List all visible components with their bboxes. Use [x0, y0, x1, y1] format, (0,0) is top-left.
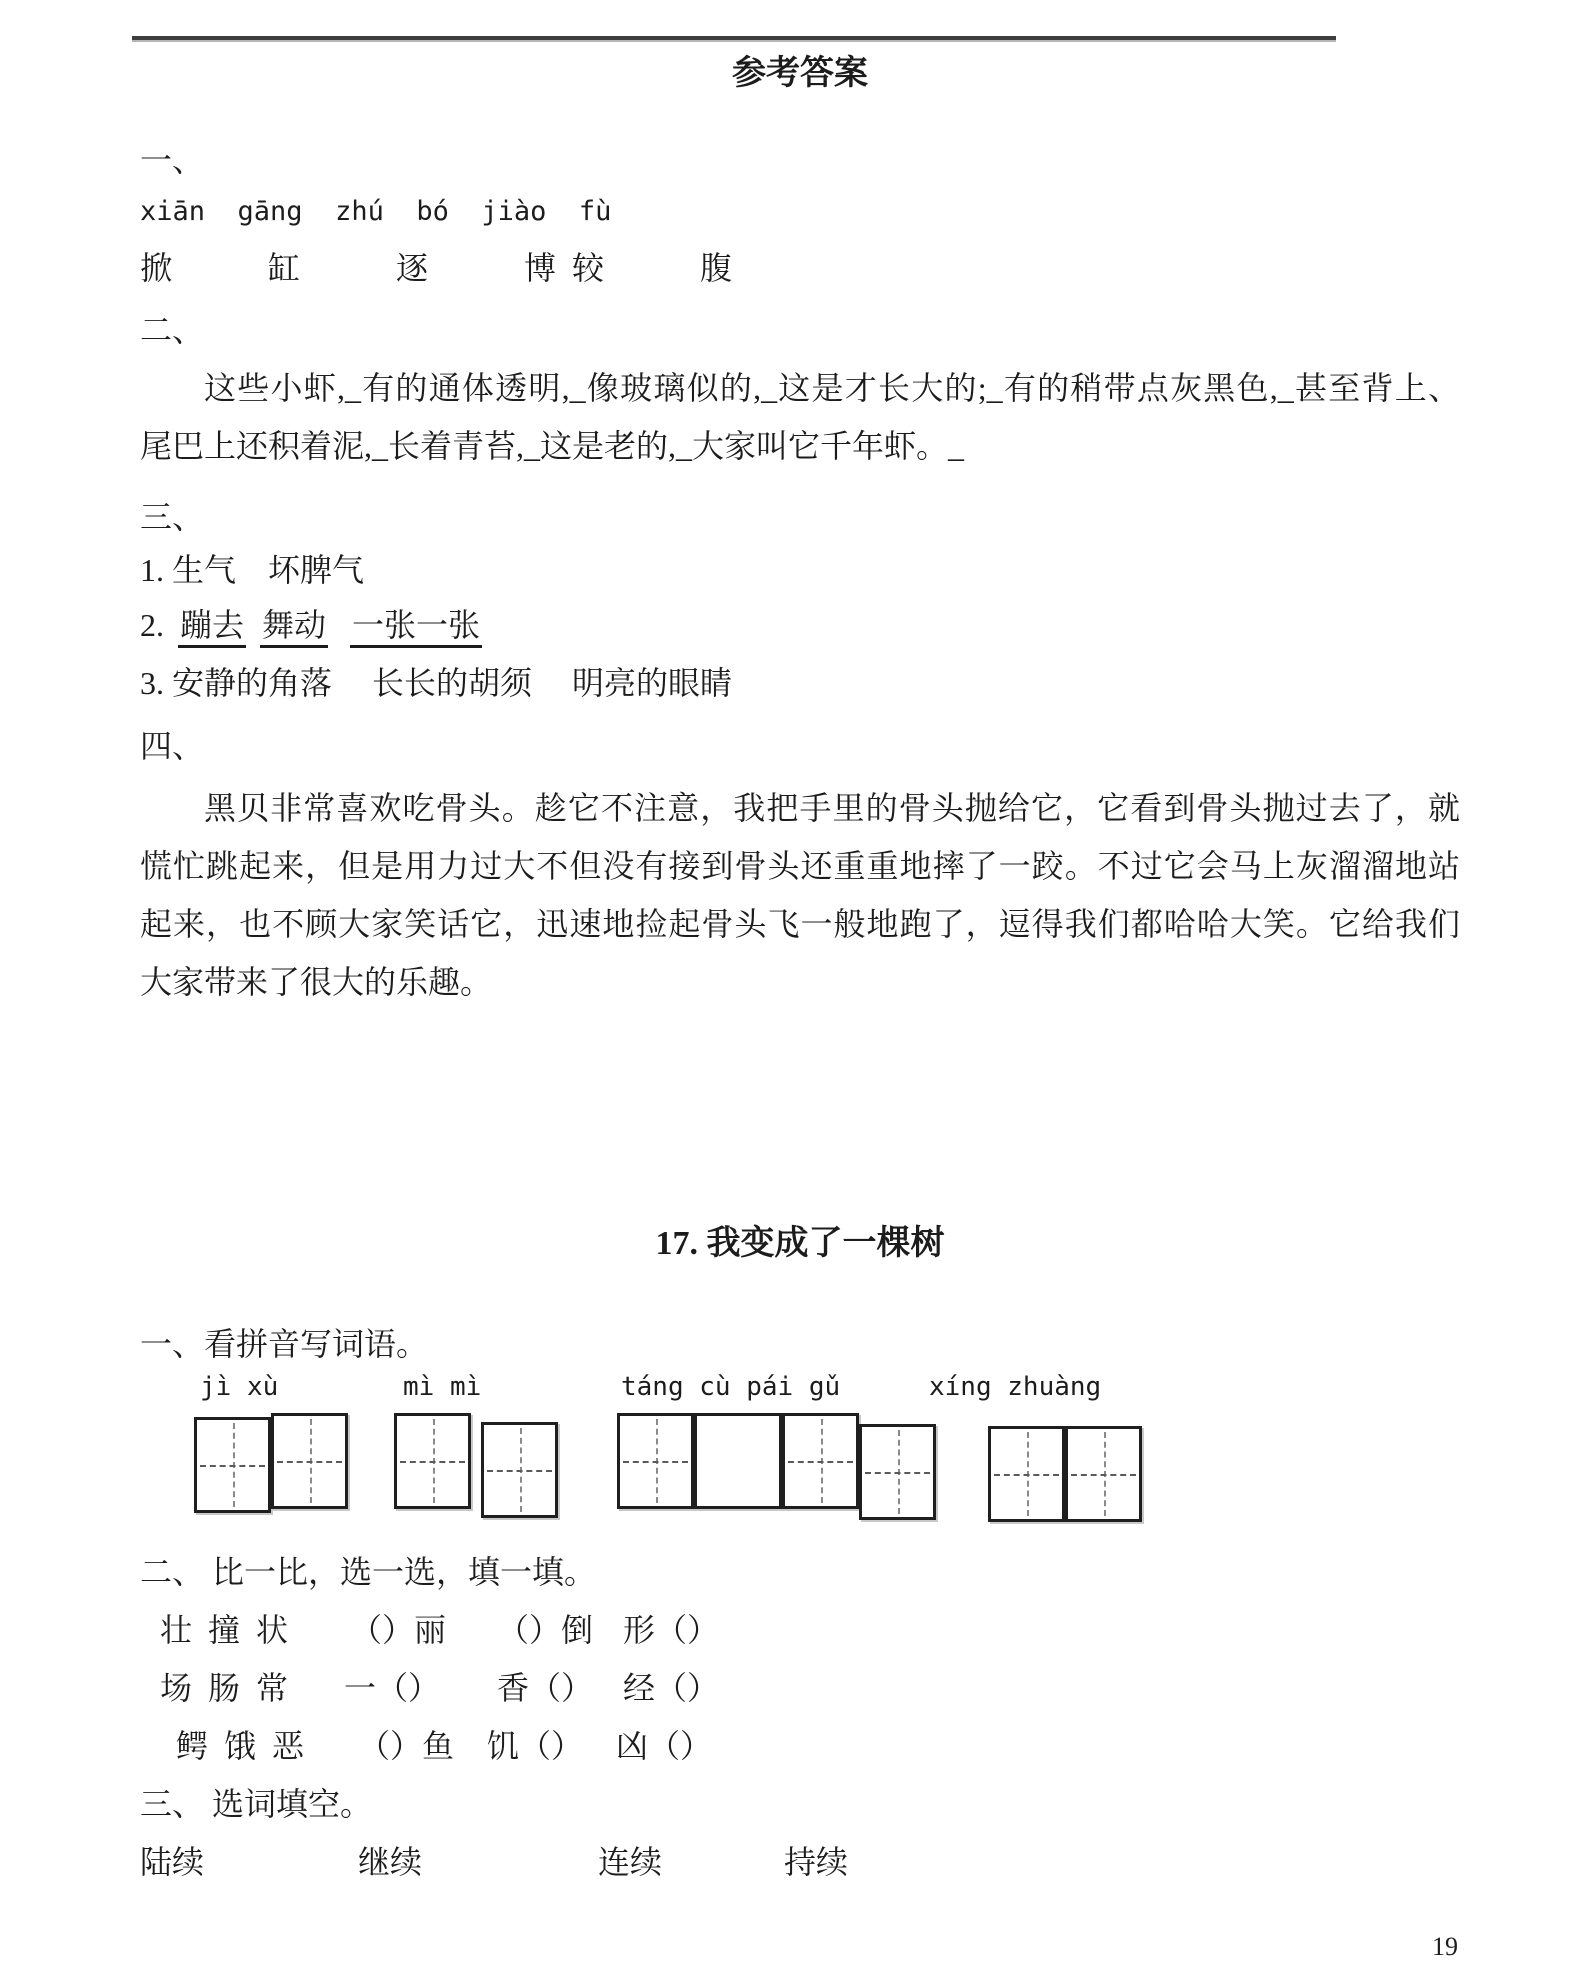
compare-cell: 形（） — [623, 1612, 720, 1648]
page-number: 19 — [1432, 1932, 1458, 1961]
lesson-section1-heading: 一、看拼音写词语。 — [140, 1326, 429, 1362]
writing-grid-group[interactable] — [194, 1413, 348, 1509]
paragraph-line: 起来，也不顾大家笑话它，迅速地捡起骨头飞一般地跑了，逗得我们都哈哈大笑。它给我们 — [140, 906, 1460, 942]
pinyin-label: mì mì — [403, 1372, 482, 1402]
underlined-word: 蹦去 — [178, 607, 246, 648]
writing-grid-box[interactable] — [271, 1413, 348, 1509]
writing-grid-box[interactable] — [782, 1413, 859, 1509]
writing-grid-box[interactable] — [617, 1413, 694, 1509]
fill-word-option: 陆续 — [140, 1844, 205, 1880]
writing-grid-box[interactable] — [694, 1413, 782, 1509]
answers-part3-item3: 3. 安静的角落 长长的胡须 明亮的眼睛 — [140, 665, 733, 701]
answers-part3-item1: 1. 生气 坏脾气 — [140, 552, 365, 588]
writing-grid-box[interactable] — [1065, 1426, 1142, 1522]
answers-part2-sentence-line: 这些小虾,_有的通体透明,_像玻璃似的,_这是才长大的;_有的稍带点灰黑色,_甚至背上、 — [204, 370, 1460, 406]
paragraph-line: 黑贝非常喜欢吃骨头。趁它不注意，我把手里的骨头抛给它，它看到骨头抛过去了，就 — [204, 790, 1460, 826]
compare-row — [0, 1608, 1586, 1652]
pinyin-label: táng cù pái gǔ — [621, 1372, 841, 1402]
writing-grid-box[interactable] — [481, 1422, 558, 1518]
writing-grid-box[interactable] — [859, 1424, 936, 1520]
writing-grid-box[interactable] — [988, 1426, 1065, 1522]
compare-cell: 饥（） — [487, 1728, 584, 1764]
pinyin-label: jì xù — [200, 1372, 279, 1402]
compare-cell: （）倒 — [497, 1612, 594, 1648]
answers-part1-characters: 掀 缸 逐 博 较 腹 — [140, 250, 733, 286]
writing-grid-group[interactable] — [394, 1413, 558, 1509]
answers-part1-label: 一、 — [140, 142, 205, 178]
compare-cell: 壮 撞 状 — [160, 1612, 289, 1648]
underlined-word: 舞动 — [260, 607, 328, 648]
lesson-section3-heading: 三、 选词填空。 — [140, 1786, 373, 1822]
lesson-title: 17. 我变成了一棵树 — [655, 1225, 945, 1262]
lesson-section2-heading: 二、 比一比，选一选，填一填。 — [140, 1554, 597, 1590]
compare-cell: 凶（） — [616, 1728, 713, 1764]
answers-part3-item2 — [140, 603, 482, 647]
fill-word-option: 连续 — [598, 1844, 663, 1880]
writing-grid-box[interactable] — [394, 1413, 471, 1509]
compare-row — [0, 1666, 1586, 1710]
writing-grid-group[interactable] — [617, 1413, 936, 1509]
answers-heading: 参考答案 — [732, 55, 868, 92]
paragraph-line: 慌忙跳起来，但是用力过大不但没有接到骨头还重重地摔了一跤。不过它会马上灰溜溜地站 — [140, 848, 1460, 884]
compare-cell: （）丽 — [350, 1612, 447, 1648]
paragraph-line: 大家带来了很大的乐趣。 — [140, 964, 493, 1000]
fill-word-option: 持续 — [784, 1844, 849, 1880]
header-rule — [132, 36, 1336, 42]
answers-part2-sentence-line: 尾巴上还积着泥,_长着青苔,_这是老的,_大家叫它千年虾。_ — [140, 428, 965, 464]
answers-part2-label: 二、 — [140, 312, 205, 348]
writing-grid-group[interactable] — [988, 1413, 1142, 1509]
pinyin-label: xíng zhuàng — [929, 1372, 1102, 1402]
writing-grid-box[interactable] — [194, 1417, 271, 1513]
compare-cell: 经（） — [623, 1670, 720, 1706]
fill-word-option: 继续 — [358, 1844, 423, 1880]
compare-cell: 鳄 饿 恶 — [176, 1728, 305, 1764]
compare-cell: 场 肠 常 — [160, 1670, 289, 1706]
compare-row — [0, 1724, 1586, 1768]
underlined-word: 一张一张 — [350, 607, 482, 648]
compare-cell: （）鱼 — [358, 1728, 455, 1764]
answers-part1-pinyin: xiān gāng zhú bó jiào fù — [140, 196, 612, 227]
answers-part4-label: 四、 — [140, 728, 205, 764]
compare-cell: 一（） — [344, 1670, 441, 1706]
answers-part3-label: 三、 — [140, 499, 205, 535]
item2-number: 2. — [140, 607, 164, 643]
compare-cell: 香（） — [497, 1670, 594, 1706]
